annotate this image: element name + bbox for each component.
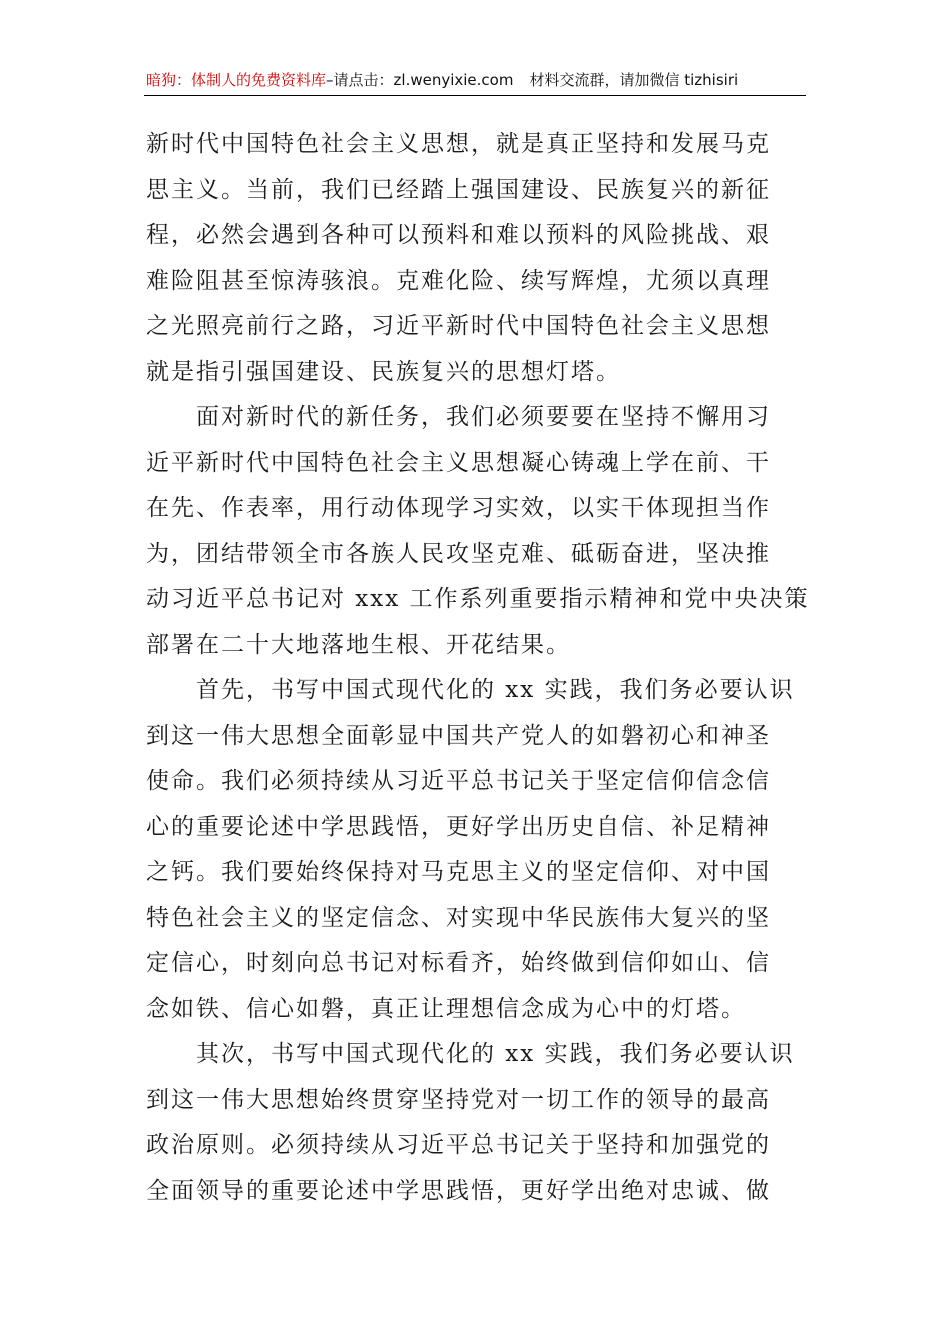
- text-line: 到这一伟大思想始终贯穿坚持党对一切工作的领导的最高: [146, 1086, 771, 1113]
- text-line: 定信心，时刻向总书记对标看齐，始终做到信仰如山、信: [146, 950, 771, 976]
- text-line: 思主义。当前，我们已经踏上强国建设、民族复兴的新征: [146, 176, 771, 203]
- text-line: 近平新时代中国特色社会主义思想凝心铸魂上学在前、干: [146, 449, 771, 476]
- header-contact: 材料交流群，请加微信 tizhisiri: [529, 71, 739, 89]
- document-body: [146, 122, 810, 1214]
- text-line: 全面领导的重要论述中学思践悟，更好学出绝对忠诚、做: [146, 1177, 771, 1204]
- text-line: 心的重要论述中学思践悟，更好学出历史自信、补足精神: [146, 813, 771, 840]
- text-line: 就是指引强国建设、民族复兴的思想灯塔。: [146, 358, 621, 385]
- text-line: 动习近平总书记对 xxx 工作系列重要指示精神和党中央决策: [146, 586, 810, 612]
- text-line: 为，团结带领全市各族人民攻坚克难、砥砺奋进，坚决推: [146, 540, 771, 567]
- header-divider: [144, 95, 806, 96]
- text-line: 到这一伟大思想全面彰显中国共产党人的如磐初心和神圣: [146, 722, 771, 749]
- paragraph-start-line: 其次，书写中国式现代化的 xx 实践，我们务必要认识: [146, 1041, 795, 1067]
- text-line: 程，必然会遇到各种可以预料和难以预料的风险挑战、艰: [146, 222, 771, 248]
- text-line: 特色社会主义的坚定信念、对实现中华民族伟大复兴的坚: [146, 904, 771, 931]
- page-header: [146, 68, 806, 92]
- header-prompt: –请点击：: [326, 71, 394, 89]
- text-line: 新时代中国特色社会主义思想，就是真正坚持和发展马克: [146, 131, 771, 157]
- text-line: 政治原则。必须持续从习近平总书记关于坚持和加强党的: [146, 1132, 771, 1158]
- text-line: 之光照亮前行之路，习近平新时代中国特色社会主义思想: [146, 313, 771, 339]
- text-line: 使命。我们必须持续从习近平总书记关于坚定信仰信念信: [146, 768, 771, 794]
- text-line: 在先、作表率，用行动体现学习实效，以实干体现担当作: [146, 495, 771, 521]
- text-line: 部署在二十大地落地生根、开花结果。: [146, 631, 571, 658]
- paragraph-start-line: 面对新时代的新任务，我们必须要要在坚持不懈用习: [146, 404, 771, 430]
- paragraph-start-line: 首先，书写中国式现代化的 xx 实践，我们务必要认识: [146, 677, 795, 703]
- header-brand: 暗狗：体制人的免费资料库: [146, 71, 327, 89]
- text-line: 念如铁、信心如磐，真正让理想信念成为心中的灯塔。: [146, 995, 746, 1022]
- text-line: 难险阻甚至惊涛骇浪。克难化险、续写辉煌，尤须以真理: [146, 267, 771, 294]
- header-link[interactable]: zl.wenyixie.com: [393, 71, 514, 89]
- text-line: 之钙。我们要始终保持对马克思主义的坚定信仰、对中国: [146, 859, 771, 885]
